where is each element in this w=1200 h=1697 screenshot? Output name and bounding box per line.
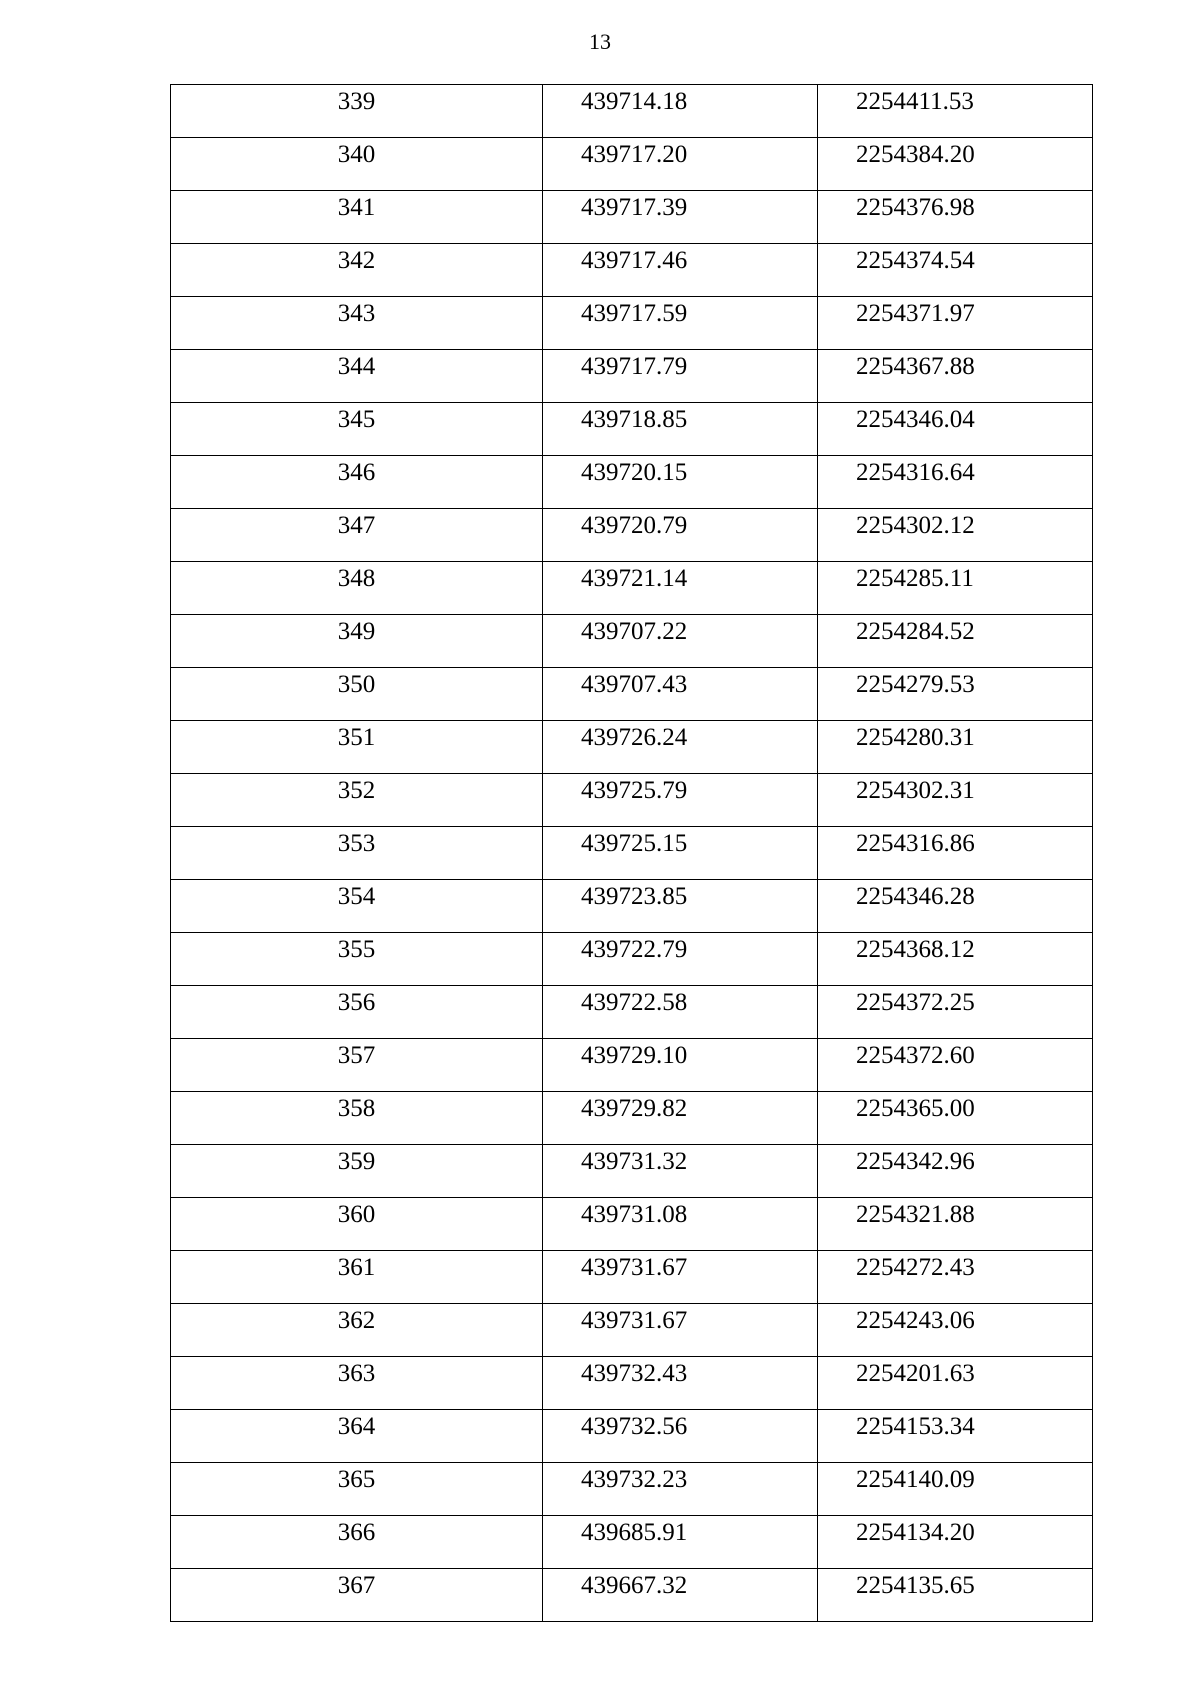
y-coordinate-cell: 2254346.04 — [818, 403, 1093, 456]
point-number-cell: 339 — [171, 85, 543, 138]
x-coordinate-cell: 439725.79 — [543, 774, 818, 827]
x-coordinate-cell: 439707.43 — [543, 668, 818, 721]
point-number-cell: 362 — [171, 1304, 543, 1357]
y-coordinate-cell: 2254372.25 — [818, 986, 1093, 1039]
page-number: 13 — [589, 29, 611, 54]
point-number-cell: 344 — [171, 350, 543, 403]
x-coordinate-cell: 439720.79 — [543, 509, 818, 562]
y-coordinate-cell: 2254374.54 — [818, 244, 1093, 297]
table-row — [171, 350, 1093, 403]
x-coordinate-cell: 439717.39 — [543, 191, 818, 244]
y-coordinate-cell: 2254365.00 — [818, 1092, 1093, 1145]
x-coordinate-cell: 439722.79 — [543, 933, 818, 986]
table-row — [171, 191, 1093, 244]
x-coordinate-cell: 439729.10 — [543, 1039, 818, 1092]
point-number-cell: 359 — [171, 1145, 543, 1198]
x-coordinate-cell: 439717.46 — [543, 244, 818, 297]
y-coordinate-cell: 2254316.64 — [818, 456, 1093, 509]
x-coordinate-cell: 439732.23 — [543, 1463, 818, 1516]
y-coordinate-cell: 2254140.09 — [818, 1463, 1093, 1516]
point-number-cell: 350 — [171, 668, 543, 721]
x-coordinate-cell: 439717.79 — [543, 350, 818, 403]
table-row — [171, 933, 1093, 986]
y-coordinate-cell: 2254384.20 — [818, 138, 1093, 191]
point-number-cell: 365 — [171, 1463, 543, 1516]
point-number-cell: 355 — [171, 933, 543, 986]
x-coordinate-cell: 439717.20 — [543, 138, 818, 191]
point-number-cell: 360 — [171, 1198, 543, 1251]
y-coordinate-cell: 2254372.60 — [818, 1039, 1093, 1092]
y-coordinate-cell: 2254411.53 — [818, 85, 1093, 138]
table-row — [171, 85, 1093, 138]
table-row — [171, 1569, 1093, 1622]
y-coordinate-cell: 2254135.65 — [818, 1569, 1093, 1622]
y-coordinate-cell: 2254321.88 — [818, 1198, 1093, 1251]
point-number-cell: 357 — [171, 1039, 543, 1092]
x-coordinate-cell: 439722.58 — [543, 986, 818, 1039]
y-coordinate-cell: 2254279.53 — [818, 668, 1093, 721]
table-row — [171, 562, 1093, 615]
x-coordinate-cell: 439731.08 — [543, 1198, 818, 1251]
point-number-cell: 367 — [171, 1569, 543, 1622]
point-number-cell: 354 — [171, 880, 543, 933]
x-coordinate-cell: 439731.67 — [543, 1251, 818, 1304]
point-number-cell: 343 — [171, 297, 543, 350]
table-row — [171, 403, 1093, 456]
point-number-cell: 340 — [171, 138, 543, 191]
y-coordinate-cell: 2254346.28 — [818, 880, 1093, 933]
y-coordinate-cell: 2254316.86 — [818, 827, 1093, 880]
table-row — [171, 1357, 1093, 1410]
x-coordinate-cell: 439718.85 — [543, 403, 818, 456]
y-coordinate-cell: 2254342.96 — [818, 1145, 1093, 1198]
table-row — [171, 615, 1093, 668]
point-number-cell: 345 — [171, 403, 543, 456]
table-row — [171, 986, 1093, 1039]
y-coordinate-cell: 2254201.63 — [818, 1357, 1093, 1410]
x-coordinate-cell: 439721.14 — [543, 562, 818, 615]
table-row — [171, 721, 1093, 774]
y-coordinate-cell: 2254376.98 — [818, 191, 1093, 244]
table-row — [171, 1145, 1093, 1198]
table-row — [171, 1092, 1093, 1145]
y-coordinate-cell: 2254280.31 — [818, 721, 1093, 774]
table-row — [171, 668, 1093, 721]
x-coordinate-cell: 439714.18 — [543, 85, 818, 138]
x-coordinate-cell: 439707.22 — [543, 615, 818, 668]
y-coordinate-cell: 2254302.12 — [818, 509, 1093, 562]
table-row — [171, 1198, 1093, 1251]
table-row — [171, 774, 1093, 827]
x-coordinate-cell: 439720.15 — [543, 456, 818, 509]
table-row — [171, 138, 1093, 191]
y-coordinate-cell: 2254285.11 — [818, 562, 1093, 615]
table-row — [171, 456, 1093, 509]
table-row — [171, 509, 1093, 562]
x-coordinate-cell: 439667.32 — [543, 1569, 818, 1622]
x-coordinate-cell: 439726.24 — [543, 721, 818, 774]
point-number-cell: 364 — [171, 1410, 543, 1463]
coordinates-table — [170, 84, 1093, 1622]
table-row — [171, 827, 1093, 880]
table-row — [171, 880, 1093, 933]
point-number-cell: 348 — [171, 562, 543, 615]
y-coordinate-cell: 2254302.31 — [818, 774, 1093, 827]
coordinates-table-body — [171, 85, 1093, 1622]
point-number-cell: 347 — [171, 509, 543, 562]
point-number-cell: 341 — [171, 191, 543, 244]
x-coordinate-cell: 439685.91 — [543, 1516, 818, 1569]
point-number-cell: 353 — [171, 827, 543, 880]
table-row — [171, 1039, 1093, 1092]
y-coordinate-cell: 2254284.52 — [818, 615, 1093, 668]
point-number-cell: 356 — [171, 986, 543, 1039]
y-coordinate-cell: 2254367.88 — [818, 350, 1093, 403]
y-coordinate-cell: 2254153.34 — [818, 1410, 1093, 1463]
point-number-cell: 346 — [171, 456, 543, 509]
x-coordinate-cell: 439731.67 — [543, 1304, 818, 1357]
table-row — [171, 297, 1093, 350]
table-row — [171, 1304, 1093, 1357]
x-coordinate-cell: 439723.85 — [543, 880, 818, 933]
point-number-cell: 363 — [171, 1357, 543, 1410]
x-coordinate-cell: 439731.32 — [543, 1145, 818, 1198]
point-number-cell: 361 — [171, 1251, 543, 1304]
x-coordinate-cell: 439732.43 — [543, 1357, 818, 1410]
y-coordinate-cell: 2254243.06 — [818, 1304, 1093, 1357]
point-number-cell: 358 — [171, 1092, 543, 1145]
x-coordinate-cell: 439725.15 — [543, 827, 818, 880]
point-number-cell: 366 — [171, 1516, 543, 1569]
table-row — [171, 1516, 1093, 1569]
point-number-cell: 351 — [171, 721, 543, 774]
y-coordinate-cell: 2254272.43 — [818, 1251, 1093, 1304]
x-coordinate-cell: 439717.59 — [543, 297, 818, 350]
table-row — [171, 1251, 1093, 1304]
table-row — [171, 1463, 1093, 1516]
y-coordinate-cell: 2254368.12 — [818, 933, 1093, 986]
table-row — [171, 244, 1093, 297]
table-row — [171, 1410, 1093, 1463]
x-coordinate-cell: 439732.56 — [543, 1410, 818, 1463]
point-number-cell: 352 — [171, 774, 543, 827]
point-number-cell: 349 — [171, 615, 543, 668]
y-coordinate-cell: 2254371.97 — [818, 297, 1093, 350]
y-coordinate-cell: 2254134.20 — [818, 1516, 1093, 1569]
x-coordinate-cell: 439729.82 — [543, 1092, 818, 1145]
point-number-cell: 342 — [171, 244, 543, 297]
